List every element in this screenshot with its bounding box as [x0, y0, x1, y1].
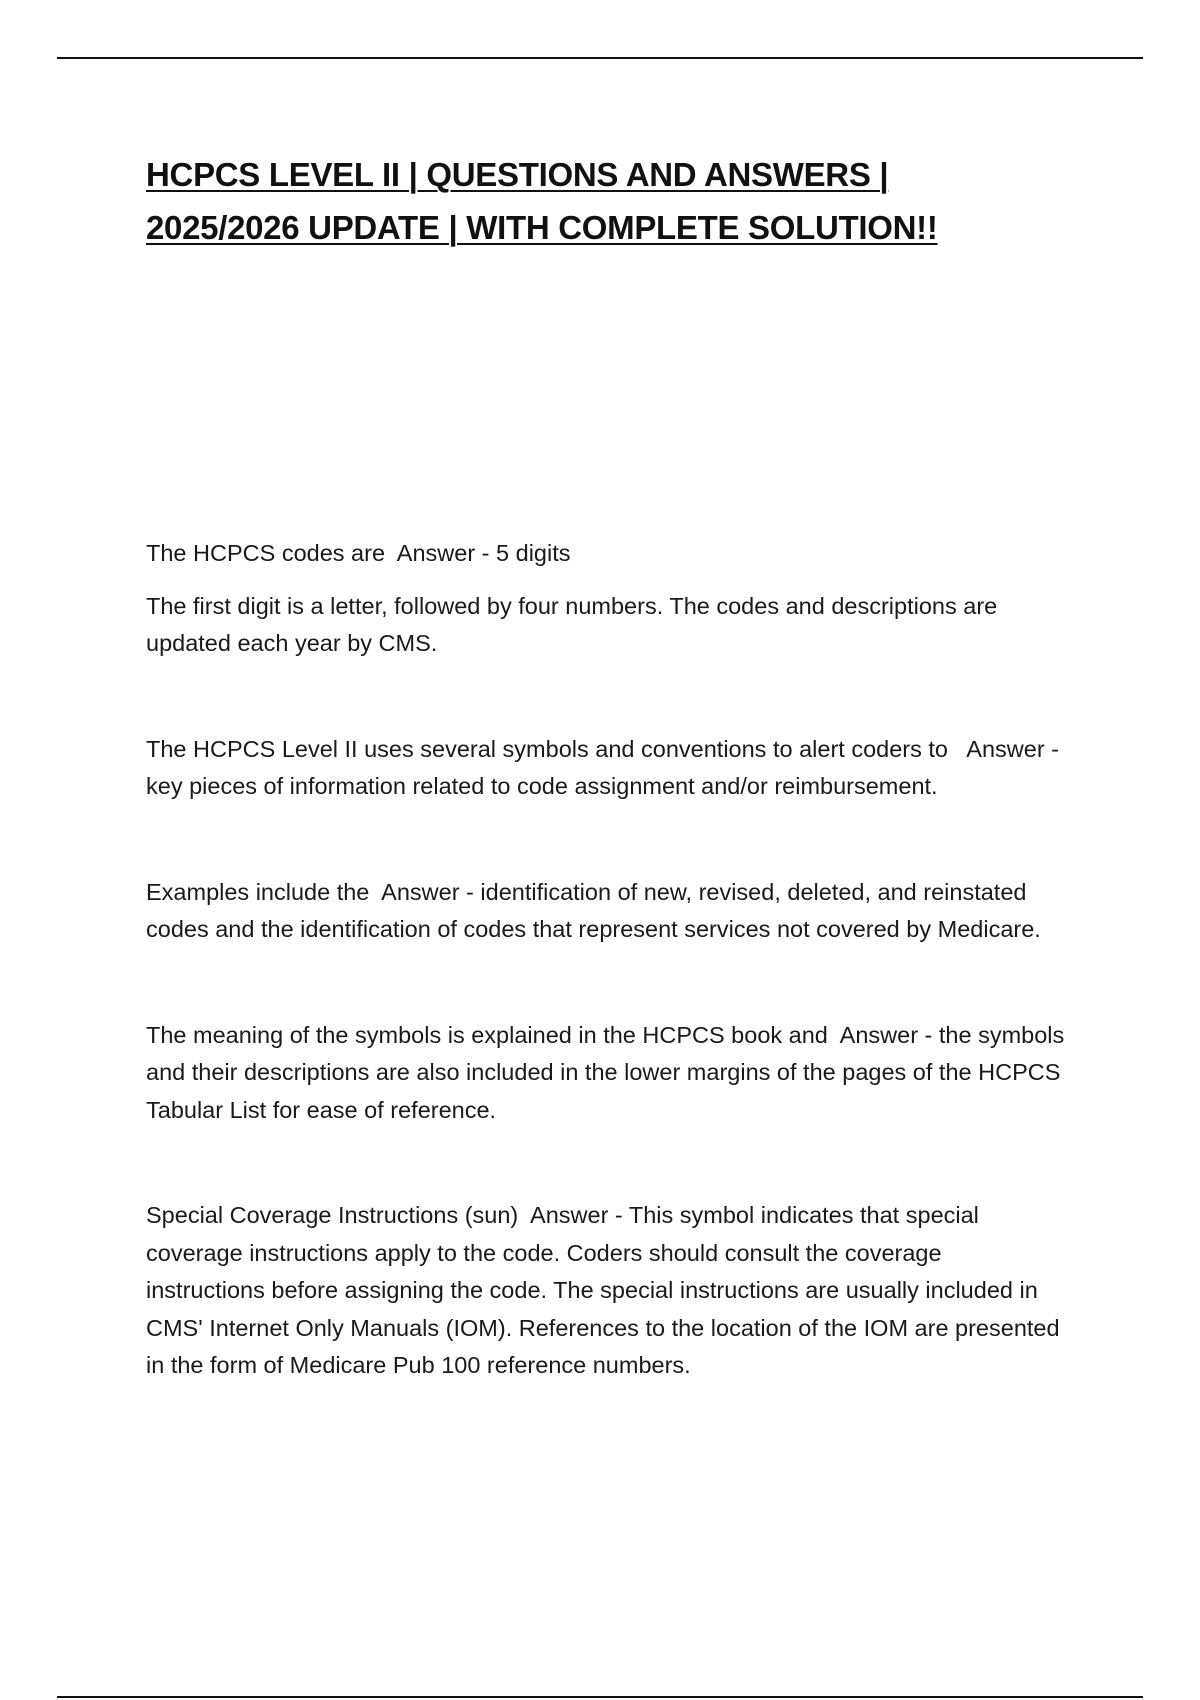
- qa-item: [146, 1197, 1066, 1385]
- top-divider: [57, 57, 1143, 59]
- qa-list: [146, 535, 1066, 1385]
- qa-item: [146, 731, 1066, 806]
- qa-item: [146, 1017, 1066, 1130]
- qa-answer: Answer - 5 digits: [396, 540, 571, 566]
- title-line-2: 2025/2026 UPDATE | WITH COMPLETE SOLUTION!!: [146, 209, 938, 246]
- qa-item: [146, 535, 1066, 573]
- qa-question: The HCPCS codes are: [146, 540, 386, 566]
- qa-answer: Answer - key pieces of information related to code assignment and/or reimbursement.: [146, 735, 1060, 799]
- qa-item: [146, 588, 1066, 663]
- qa-answer: Answer - This symbol indicates that special coverage instructions apply to the code. Coders should consult the coverage instructions before assigning the code. The special instructions are usually included in CMS' Internet Only Manuals (IOM). References to the location of the IOM are presented in the form of Medicare Pub 100 reference numbers.: [146, 1202, 1060, 1378]
- qa-question: The meaning of the symbols is explained in the HCPCS book and: [146, 1021, 828, 1048]
- qa-answer: The first digit is a letter, followed by four numbers. The codes and descriptions are updated each year by CMS.: [146, 592, 998, 656]
- bottom-divider: [57, 1696, 1143, 1698]
- document-title: [146, 148, 1086, 254]
- qa-item: [146, 874, 1066, 949]
- qa-question: The HCPCS Level II uses several symbols and conventions to alert coders to: [146, 735, 948, 762]
- qa-answer: Answer - the symbols and their descriptions are also included in the lower margins of the pages of the HCPCS Tabular List for ease of reference.: [146, 1021, 1065, 1123]
- qa-question: Special Coverage Instructions (sun): [146, 1202, 519, 1228]
- qa-question: Examples include the: [146, 878, 370, 905]
- qa-answer: Answer - identification of new, revised, deleted, and reinstated codes and the identification of codes that represent services not covered by Medicare.: [146, 878, 1041, 942]
- title-line-1: HCPCS LEVEL II | QUESTIONS AND ANSWERS |: [146, 156, 889, 193]
